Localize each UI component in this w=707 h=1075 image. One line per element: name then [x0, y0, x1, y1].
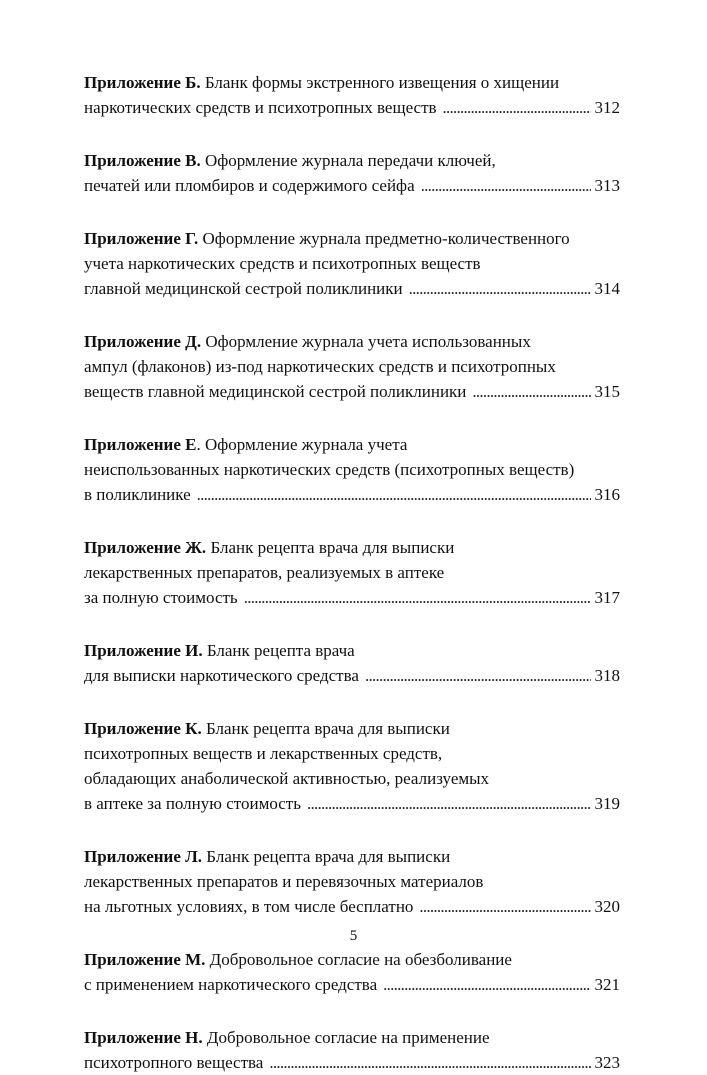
toc-entry-text — [84, 73, 559, 92]
toc-page-number: 320 — [594, 897, 620, 916]
appendix-title-text: психотропного вещества — [84, 1053, 264, 1072]
toc-entry-text — [84, 894, 413, 919]
toc-entry-text — [84, 538, 454, 557]
appendix-title-text: Бланк формы экстренного извещения о хищении — [204, 73, 560, 92]
toc-entry-text — [84, 332, 531, 351]
toc-page-number: 317 — [594, 588, 620, 607]
toc-entry-line — [84, 457, 620, 482]
appendix-title-text: в поликлинике — [84, 485, 191, 504]
toc-entry-line — [84, 432, 620, 457]
appendix-title-text: Добровольное согласие на применение — [206, 1028, 490, 1047]
toc-entry — [84, 947, 620, 997]
toc-entry-text — [84, 872, 483, 891]
toc-entry-text — [84, 1028, 490, 1047]
toc-entry-line — [84, 585, 620, 610]
appendix-title-text: наркотических средств и психотропных веществ — [84, 98, 437, 117]
toc-entry-line — [84, 173, 620, 198]
appendix-label: Приложение Л. — [84, 847, 203, 866]
toc-entry-line — [84, 766, 620, 791]
appendix-title-text: Бланк рецепта врача для выписки — [210, 538, 455, 557]
toc-entry-text — [84, 173, 415, 198]
toc-entry-text — [84, 379, 466, 404]
appendix-title-text: неиспользованных наркотических средств (психотропных веществ) — [84, 460, 575, 479]
appendix-label: Приложение Н. — [84, 1028, 203, 1047]
dot-leader — [307, 791, 591, 816]
toc-entry-line — [84, 844, 620, 869]
toc-entry-text — [84, 95, 437, 120]
toc-entry-text — [84, 641, 355, 660]
appendix-title-text: для выписки наркотического средства — [84, 666, 359, 685]
toc-entry-text — [84, 769, 489, 788]
appendix-title-text: учета наркотических средств и психотропных веществ — [84, 254, 481, 273]
toc-entry-line — [84, 535, 620, 560]
toc-entry-text — [84, 357, 556, 376]
appendix-title-text: Оформление журнала предметно-количественного — [202, 229, 570, 248]
dot-leader — [421, 173, 591, 198]
toc-entry — [84, 638, 620, 688]
toc-entry-line — [84, 354, 620, 379]
appendix-title-text: на льготных условиях, в том числе бесплатно — [84, 897, 414, 916]
toc-entry-text — [84, 229, 570, 248]
toc-entry-line — [84, 95, 620, 120]
dot-leader — [269, 1050, 590, 1075]
toc-entry — [84, 226, 620, 301]
appendix-label: Приложение В. — [84, 151, 201, 170]
toc-entry-text — [84, 460, 574, 479]
toc-entry-line — [84, 70, 620, 95]
dot-leader — [419, 894, 590, 919]
toc-entry-line — [84, 379, 620, 404]
toc-entry-line — [84, 947, 620, 972]
toc-entry-line — [84, 329, 620, 354]
appendix-title-text: . Оформление журнала учета — [196, 435, 408, 454]
toc-page-number: 323 — [594, 1053, 620, 1072]
toc-entry-text — [84, 254, 481, 273]
toc-page-number: 321 — [594, 975, 620, 994]
dot-leader — [244, 585, 591, 610]
toc-entry-line — [84, 869, 620, 894]
appendix-title-text: печатей или пломбиров и содержимого сейфа — [84, 176, 415, 195]
appendix-title-text: главной медицинской сестрой поликлиники — [84, 279, 403, 298]
appendix-title-text: в аптеке за полную стоимость — [84, 794, 301, 813]
toc-entry-line — [84, 251, 620, 276]
dot-leader — [197, 482, 591, 507]
appendix-title-text: Бланк рецепта врача для выписки — [205, 719, 450, 738]
toc-entry-line — [84, 560, 620, 585]
toc-entry-text — [84, 151, 496, 170]
appendix-label: Приложение М. — [84, 950, 206, 969]
appendix-label: Приложение Б. — [84, 73, 201, 92]
toc-entry-text — [84, 1050, 263, 1075]
appendix-label: Приложение Д. — [84, 332, 202, 351]
toc-entry-text — [84, 563, 444, 582]
toc-entry-line — [84, 894, 620, 919]
appendix-title-text: Бланк рецепта врача — [206, 641, 355, 660]
toc-entry-text — [84, 276, 403, 301]
toc-entry-text — [84, 435, 407, 454]
toc-entry — [84, 716, 620, 816]
toc-entry-line — [84, 148, 620, 173]
appendix-label: Приложение К. — [84, 719, 202, 738]
toc-entry-text — [84, 585, 238, 610]
appendix-label: Приложение Г. — [84, 229, 199, 248]
toc-entry-line — [84, 791, 620, 816]
toc-entry-text — [84, 791, 301, 816]
appendix-title-text: лекарственных препаратов, реализуемых в аптеке — [84, 563, 445, 582]
table-of-contents — [84, 70, 620, 1075]
toc-entry — [84, 844, 620, 919]
dot-leader — [443, 95, 591, 120]
toc-entry-text — [84, 719, 450, 738]
toc-entry — [84, 329, 620, 404]
toc-entry-text — [84, 482, 191, 507]
toc-page-number: 314 — [594, 279, 620, 298]
appendix-title-text: ампул (флаконов) из-под наркотических средств и психотропных — [84, 357, 556, 376]
appendix-title-text: психотропных веществ и лекарственных средств, — [84, 744, 443, 763]
toc-entry-line — [84, 972, 620, 997]
toc-entry-text — [84, 950, 512, 969]
appendix-title-text: Оформление журнала учета использованных — [205, 332, 531, 351]
toc-entry-line — [84, 1050, 620, 1075]
toc-entry-line — [84, 276, 620, 301]
toc-entry-line — [84, 741, 620, 766]
page-number: 5 — [349, 928, 358, 944]
toc-entry — [84, 1025, 620, 1075]
toc-entry-line — [84, 663, 620, 688]
toc-entry-text — [84, 663, 359, 688]
toc-page-number: 319 — [594, 794, 620, 813]
toc-entry-line — [84, 638, 620, 663]
toc-page-number: 313 — [594, 176, 620, 195]
appendix-label: Приложение Ж. — [84, 538, 207, 557]
dot-leader — [472, 379, 590, 404]
appendix-label: Приложение Е — [84, 435, 197, 454]
appendix-title-text: обладающих анаболической активностью, реализуемых — [84, 769, 490, 788]
toc-entry — [84, 70, 620, 120]
toc-entry — [84, 535, 620, 610]
toc-entry-text — [84, 972, 377, 997]
dot-leader — [365, 663, 591, 688]
appendix-title-text: с применением наркотического средства — [84, 975, 378, 994]
appendix-title-text: Бланк рецепта врача для выписки — [206, 847, 451, 866]
dot-leader — [383, 972, 590, 997]
appendix-title-text: Оформление журнала передачи ключей, — [204, 151, 496, 170]
toc-entry-line — [84, 1025, 620, 1050]
toc-page-number: 316 — [594, 485, 620, 504]
toc-entry-line — [84, 482, 620, 507]
appendix-title-text: лекарственных препаратов и перевязочных материалов — [84, 872, 484, 891]
toc-entry — [84, 432, 620, 507]
toc-entry-line — [84, 226, 620, 251]
appendix-title-text: за полную стоимость — [84, 588, 238, 607]
appendix-title-text: веществ главной медицинской сестрой поликлиники — [84, 382, 467, 401]
toc-page-number: 312 — [594, 98, 620, 117]
toc-page-number: 318 — [594, 666, 620, 685]
dot-leader — [409, 276, 591, 301]
toc-entry-text — [84, 744, 442, 763]
toc-entry-text — [84, 847, 450, 866]
appendix-label: Приложение И. — [84, 641, 203, 660]
toc-entry-line — [84, 716, 620, 741]
toc-page-number: 315 — [594, 382, 620, 401]
toc-entry — [84, 148, 620, 198]
appendix-title-text: Добровольное согласие на обезболивание — [209, 950, 512, 969]
